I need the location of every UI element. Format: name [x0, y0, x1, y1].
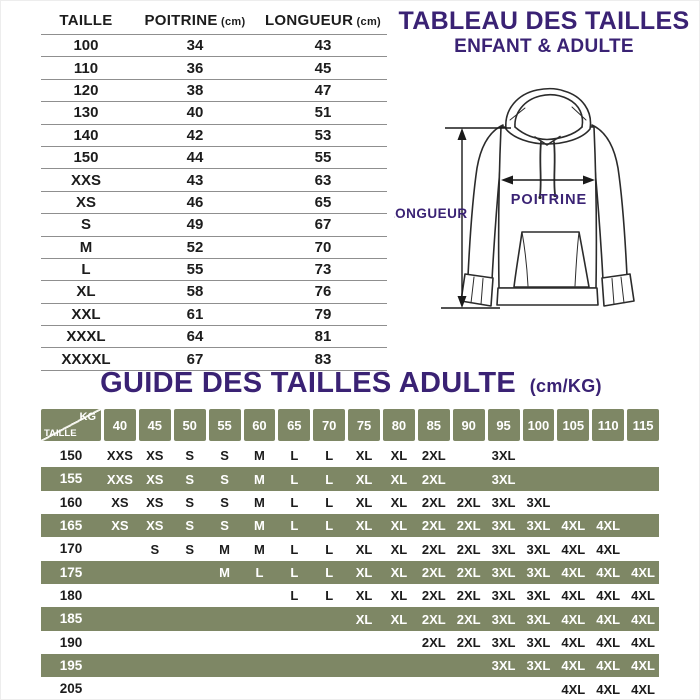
guide-row: [41, 607, 659, 630]
size-cell-taille: XXXL: [41, 326, 131, 348]
guide-size-cell: XL: [355, 518, 373, 534]
size-cell-poitrine: 42: [131, 124, 259, 146]
size-cell-taille: 130: [41, 102, 131, 124]
guide-rows: [41, 444, 659, 700]
size-cell-longueur: 65: [259, 191, 387, 213]
guide-kg-header-cell: 50: [174, 409, 206, 441]
guide-size-cell: L: [290, 541, 299, 557]
size-cell-taille: XL: [41, 281, 131, 303]
guide-size-cell: L: [325, 448, 334, 464]
guide-size-cell: 4XL: [561, 564, 586, 580]
size-cell-taille: 150: [41, 146, 131, 168]
guide-size-cell: M: [219, 564, 230, 580]
guide-size-cell: 4XL: [631, 564, 655, 580]
size-cell-taille: 100: [41, 35, 131, 57]
guide-size-cell: XL: [390, 611, 408, 627]
guide-size-cell: L: [325, 518, 334, 534]
guide-size-cell: 4XL: [596, 681, 621, 697]
size-table-row: [41, 146, 387, 168]
guide-size-cell: 2XL: [456, 611, 481, 627]
guide-size-cell: XL: [355, 541, 373, 557]
guide-row-taille-label: 175: [59, 564, 83, 580]
size-table-row: [41, 57, 387, 79]
guide-header-row: [41, 409, 659, 441]
size-cell-taille: XXXXL: [41, 348, 131, 370]
guide-row: [41, 537, 659, 560]
guide-row-taille-label: 195: [59, 658, 83, 674]
size-cell-longueur: 76: [259, 281, 387, 303]
guide-size-cell: XXS: [106, 448, 133, 464]
size-cell-longueur: 51: [259, 102, 387, 124]
size-cell-taille: M: [41, 236, 131, 258]
tableau-title-line1: TABLEAU DES TAILLES: [398, 7, 690, 35]
size-cell-taille: 120: [41, 79, 131, 101]
guide-size-cell: XS: [146, 518, 164, 534]
guide-size-cell: XS: [146, 448, 164, 464]
guide-size-cell: 3XL: [491, 588, 516, 604]
size-cell-taille: L: [41, 258, 131, 280]
guide-size-cell: XL: [355, 448, 373, 464]
size-table-body: [41, 35, 387, 371]
size-table-header-unit: (cm): [353, 16, 381, 28]
size-table-row: [41, 236, 387, 258]
guide-kg-header-cell: 60: [244, 409, 276, 441]
size-table-row: [41, 35, 387, 57]
size-table-row: [41, 303, 387, 325]
size-cell-longueur: 73: [259, 258, 387, 280]
size-table-row: [41, 281, 387, 303]
size-table-row: [41, 191, 387, 213]
size-cell-longueur: 47: [259, 79, 387, 101]
guide-row: [41, 491, 659, 514]
guide-size-cell: L: [290, 448, 299, 464]
guide-size-cell: L: [290, 494, 299, 510]
guide-row: [41, 561, 659, 584]
guide-size-cell: 3XL: [526, 564, 551, 580]
guide-size-cell: 4XL: [631, 658, 655, 674]
guide-kg-header-cell: 75: [348, 409, 380, 441]
size-table-row: [41, 102, 387, 124]
hoodie-illustration-icon: [394, 83, 700, 361]
guide-size-cell: 3XL: [491, 518, 516, 534]
guide-row: [41, 631, 659, 654]
guide-size-cell: 2XL: [456, 494, 481, 510]
guide-size-cell: S: [185, 448, 195, 464]
guide-size-cell: XXS: [106, 471, 133, 487]
guide-size-cell: 4XL: [561, 588, 586, 604]
size-cell-poitrine: 38: [131, 79, 259, 101]
guide-size-cell: S: [185, 541, 195, 557]
size-cell-poitrine: 36: [131, 57, 259, 79]
size-cell-poitrine: 43: [131, 169, 259, 191]
guide-kg-header-cell: 65: [278, 409, 310, 441]
guide-size-cell: XS: [146, 471, 164, 487]
size-cell-longueur: 43: [259, 35, 387, 57]
hoodie-diagram: [394, 83, 700, 361]
guide-size-cell: 3XL: [491, 611, 516, 627]
guide-size-cell: 2XL: [421, 541, 446, 557]
guide-size-cell: XL: [390, 588, 408, 604]
guide-size-cell: L: [325, 588, 334, 604]
size-measurement-table: [41, 7, 387, 371]
guide-row-taille-label: 170: [59, 541, 83, 557]
size-cell-poitrine: 46: [131, 191, 259, 213]
size-table-row: [41, 258, 387, 280]
guide-size-cell: S: [150, 541, 160, 557]
guide-row: [41, 467, 659, 490]
size-table-row: [41, 79, 387, 101]
size-cell-longueur: 63: [259, 169, 387, 191]
guide-kg-header-cell: 70: [313, 409, 345, 441]
guide-size-cell: XL: [355, 494, 373, 510]
guide-size-cell: 4XL: [561, 611, 586, 627]
guide-row-taille-label: 185: [59, 611, 83, 627]
guide-size-cell: 4XL: [561, 634, 586, 650]
size-cell-longueur: 53: [259, 124, 387, 146]
guide-size-cell: 3XL: [491, 564, 516, 580]
size-cell-taille: 140: [41, 124, 131, 146]
guide-kg-header-cell: 110: [592, 409, 624, 441]
size-cell-longueur: 79: [259, 303, 387, 325]
guide-size-cell: S: [220, 448, 229, 464]
guide-size-cell: XL: [355, 564, 373, 580]
size-table-header-unit: (cm): [217, 16, 246, 28]
guide-row: [41, 444, 659, 467]
guide-size-cell: 4XL: [631, 588, 655, 604]
size-cell-poitrine: 44: [131, 146, 259, 168]
guide-size-cell: 4XL: [631, 634, 655, 650]
guide-size-cell: S: [185, 494, 195, 510]
guide-kg-header-cell: 40: [104, 409, 136, 441]
guide-kg-header-cell: 115: [627, 409, 659, 441]
guide-corner-cell: [41, 409, 101, 441]
guide-size-cell: 2XL: [421, 634, 446, 650]
guide-size-cell: 3XL: [526, 541, 551, 557]
guide-kg-header-cell: 85: [418, 409, 450, 441]
size-cell-poitrine: 52: [131, 236, 259, 258]
guide-kg-header-cell: 105: [557, 409, 589, 441]
guide-size-cell: 2XL: [456, 518, 481, 534]
size-cell-longueur: 45: [259, 57, 387, 79]
guide-size-cell: XS: [111, 494, 129, 510]
guide-size-cell: XS: [111, 518, 129, 534]
guide-size-cell: 4XL: [596, 541, 621, 557]
guide-size-cell: 3XL: [491, 634, 516, 650]
guide-size-cell: 2XL: [421, 611, 446, 627]
guide-size-cell: L: [290, 518, 299, 534]
guide-size-cell: XL: [355, 471, 373, 487]
guide-row-taille-label: 190: [59, 634, 83, 650]
guide-size-cell: XS: [146, 494, 164, 510]
guide-title: [1, 367, 700, 400]
guide-row-taille-label: 165: [59, 517, 83, 533]
guide-size-cell: 4XL: [596, 588, 621, 604]
guide-title-unit: (cm/KG): [529, 376, 602, 396]
guide-size-cell: 4XL: [561, 681, 586, 697]
guide-size-cell: 4XL: [596, 611, 621, 627]
guide-size-cell: S: [185, 518, 195, 534]
guide-size-cell: S: [185, 471, 195, 487]
size-cell-poitrine: 55: [131, 258, 259, 280]
guide-size-cell: 3XL: [491, 494, 516, 510]
guide-size-cell: L: [290, 471, 299, 487]
guide-size-cell: 4XL: [596, 634, 621, 650]
tableau-title-line2: ENFANT & ADULTE: [454, 35, 634, 57]
guide-size-cell: L: [255, 564, 264, 580]
guide-size-cell: 2XL: [421, 564, 446, 580]
guide-row-taille-label: 160: [59, 494, 83, 510]
tableau-title: [393, 7, 695, 58]
size-cell-poitrine: 67: [131, 348, 259, 370]
guide-size-cell: XL: [390, 518, 408, 534]
guide-size-cell: 4XL: [596, 658, 621, 674]
guide-row-taille-label: 150: [59, 447, 83, 463]
guide-size-cell: XL: [390, 448, 408, 464]
guide-size-cell: 2XL: [421, 588, 446, 604]
guide-size-cell: 3XL: [526, 658, 551, 674]
guide-size-cell: L: [325, 471, 334, 487]
guide-size-cell: 4XL: [561, 541, 586, 557]
guide-size-cell: 3XL: [526, 634, 551, 650]
guide-size-cell: S: [220, 494, 229, 510]
corner-kg-label: KG: [79, 411, 96, 423]
guide-size-cell: 2XL: [456, 564, 481, 580]
guide-size-cell: 2XL: [421, 494, 446, 510]
guide-size-cell: 3XL: [526, 588, 551, 604]
guide-size-cell: 3XL: [491, 448, 516, 464]
chest-label: POITRINE: [510, 192, 588, 208]
guide-size-cell: M: [254, 494, 265, 510]
guide-row: [41, 514, 659, 537]
guide-kg-header-cell: 80: [383, 409, 415, 441]
guide-row-taille-label: 180: [59, 587, 83, 603]
guide-row-taille-label: 205: [59, 681, 83, 697]
size-table-row: [41, 169, 387, 191]
guide-kg-header-cell: 95: [488, 409, 520, 441]
guide-size-cell: 2XL: [421, 471, 446, 487]
guide-row-taille-label: 155: [59, 471, 83, 487]
guide-size-cell: 3XL: [526, 494, 551, 510]
corner-taille-label: TAILLE: [44, 428, 77, 439]
size-cell-longueur: 55: [259, 146, 387, 168]
size-cell-longueur: 81: [259, 326, 387, 348]
guide-size-cell: 3XL: [491, 471, 516, 487]
size-cell-taille: XXS: [41, 169, 131, 191]
guide-size-cell: S: [220, 518, 229, 534]
guide-size-cell: L: [325, 564, 334, 580]
size-cell-poitrine: 61: [131, 303, 259, 325]
guide-kg-header-cell: 45: [139, 409, 171, 441]
guide-row: [41, 654, 659, 677]
guide-size-cell: XL: [390, 541, 408, 557]
size-cell-poitrine: 49: [131, 214, 259, 236]
guide-size-cell: 4XL: [596, 518, 621, 534]
guide-size-cell: 2XL: [456, 541, 481, 557]
guide-size-cell: 4XL: [596, 564, 621, 580]
guide-size-cell: 4XL: [631, 611, 655, 627]
guide-size-cell: 3XL: [491, 658, 516, 674]
size-cell-taille: S: [41, 214, 131, 236]
guide-size-cell: XL: [390, 494, 408, 510]
guide-size-cell: 4XL: [561, 658, 586, 674]
size-guide-matrix: [41, 409, 659, 700]
guide-size-cell: M: [254, 471, 265, 487]
size-table-row: [41, 124, 387, 146]
guide-size-cell: M: [219, 541, 230, 557]
guide-size-cell: L: [290, 564, 299, 580]
size-cell-taille: XS: [41, 191, 131, 213]
guide-kg-header-cell: 100: [523, 409, 555, 441]
size-table-row: [41, 214, 387, 236]
length-label: LONGUEUR: [394, 206, 468, 221]
size-cell-poitrine: 40: [131, 102, 259, 124]
guide-size-cell: L: [325, 541, 334, 557]
guide-size-cell: L: [290, 588, 299, 604]
guide-size-cell: XL: [390, 471, 408, 487]
size-cell-longueur: 67: [259, 214, 387, 236]
guide-size-cell: XL: [355, 611, 373, 627]
guide-size-cell: 2XL: [421, 448, 446, 464]
size-cell-poitrine: 58: [131, 281, 259, 303]
guide-size-cell: M: [254, 448, 265, 464]
guide-title-main: GUIDE DES TAILLES ADULTE: [100, 367, 517, 399]
guide-size-cell: XL: [355, 588, 373, 604]
guide-kg-header-cell: 90: [453, 409, 485, 441]
size-cell-longueur: 83: [259, 348, 387, 370]
guide-kg-header-cell: 55: [209, 409, 241, 441]
guide-size-cell: 3XL: [491, 541, 516, 557]
guide-size-cell: M: [254, 541, 265, 557]
guide-size-cell: 2XL: [421, 518, 446, 534]
size-cell-longueur: 70: [259, 236, 387, 258]
guide-row: [41, 677, 659, 700]
size-cell-poitrine: 34: [131, 35, 259, 57]
size-cell-poitrine: 64: [131, 326, 259, 348]
size-cell-taille: 110: [41, 57, 131, 79]
size-table-header-cell: TAILLE: [41, 7, 131, 35]
size-table-header-cell: LONGUEUR (cm): [259, 7, 387, 35]
guide-size-cell: 3XL: [526, 611, 551, 627]
guide-size-cell: 4XL: [561, 518, 586, 534]
guide-size-cell: M: [254, 518, 265, 534]
size-table-header-row: [41, 7, 387, 35]
guide-size-cell: XL: [390, 564, 408, 580]
guide-size-cell: 2XL: [456, 588, 481, 604]
size-cell-taille: XXL: [41, 303, 131, 325]
size-table-row: [41, 326, 387, 348]
guide-size-cell: 2XL: [456, 634, 481, 650]
guide-size-cell: 4XL: [631, 681, 655, 697]
guide-size-cell: 3XL: [526, 518, 551, 534]
guide-row: [41, 584, 659, 607]
guide-size-cell: S: [220, 471, 229, 487]
size-table-header-cell: POITRINE (cm): [131, 7, 259, 35]
guide-size-cell: L: [325, 494, 334, 510]
